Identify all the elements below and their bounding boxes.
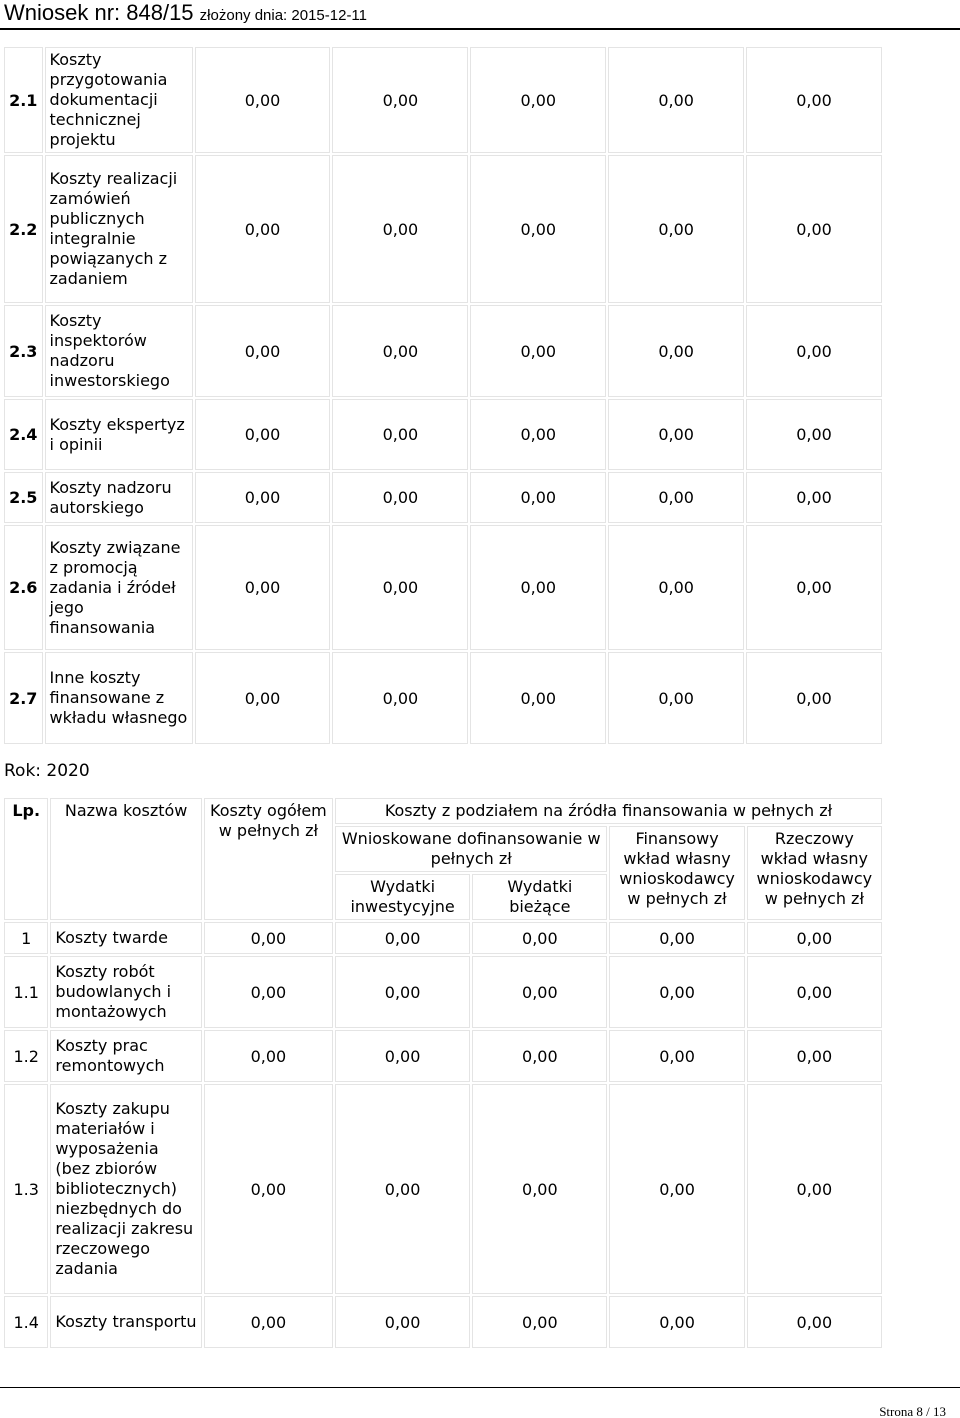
value-cell: 0,00: [609, 1030, 744, 1082]
value-cell: 0,00: [608, 399, 744, 470]
value-cell: 0,00: [747, 956, 882, 1028]
header-financial: Finansowy wkład własny wnioskodawcy w pełnych zł: [609, 826, 744, 920]
row-number: 2.6: [4, 525, 43, 650]
header-lp: Lp.: [4, 798, 48, 920]
header-row: [4, 798, 882, 824]
value-cell: 0,00: [204, 1296, 333, 1348]
value-cell: 0,00: [195, 155, 331, 303]
value-cell: 0,00: [332, 399, 468, 470]
row-number: 2.4: [4, 399, 43, 470]
row-number: 1: [4, 922, 48, 954]
value-cell: 0,00: [746, 525, 882, 650]
table-header: [4, 798, 882, 920]
header-total: Koszty ogółem w pełnych zł: [204, 798, 333, 920]
value-cell: 0,00: [335, 1296, 470, 1348]
table-row: [4, 956, 882, 1028]
cost-name: Koszty twarde: [50, 922, 201, 954]
page-header: [0, 0, 960, 30]
header-current: Wydatki bieżące: [472, 874, 607, 920]
value-cell: 0,00: [746, 472, 882, 523]
value-cell: 0,00: [332, 155, 468, 303]
header-investment: Wydatki inwestycyjne: [335, 874, 470, 920]
table-row: [4, 155, 882, 303]
cost-name: Inne koszty finansowane z wkładu własnego: [45, 652, 193, 744]
value-cell: 0,00: [609, 922, 744, 954]
value-cell: 0,00: [608, 472, 744, 523]
header-split: Koszty z podziałem na źródła finansowania w pełnych zł: [335, 798, 882, 824]
value-cell: 0,00: [470, 399, 606, 470]
value-cell: 0,00: [204, 956, 333, 1028]
application-title: [4, 0, 367, 26]
value-cell: 0,00: [470, 525, 606, 650]
value-cell: 0,00: [470, 47, 606, 153]
value-cell: 0,00: [746, 399, 882, 470]
value-cell: 0,00: [608, 305, 744, 397]
table-row: [4, 47, 882, 153]
row-number: 1.2: [4, 1030, 48, 1082]
value-cell: 0,00: [335, 956, 470, 1028]
cost-name: Koszty transportu: [50, 1296, 201, 1348]
costs-table-2020: [2, 796, 884, 1350]
value-cell: 0,00: [609, 1296, 744, 1348]
row-number: 1.4: [4, 1296, 48, 1348]
application-number: Wniosek nr: 848/15: [4, 0, 194, 25]
cost-name: Koszty ekspertyz i opinii: [45, 399, 193, 470]
row-number: 1.3: [4, 1084, 48, 1294]
value-cell: 0,00: [470, 652, 606, 744]
row-number: 2.7: [4, 652, 43, 744]
value-cell: 0,00: [472, 956, 607, 1028]
costs-table-body: [4, 922, 882, 1348]
value-cell: 0,00: [195, 47, 331, 153]
year-label: Rok: 2020: [4, 761, 90, 781]
header-material: Rzeczowy wkład własny wnioskodawcy w pełnych zł: [747, 826, 882, 920]
table-row: [4, 1030, 882, 1082]
table-row: [4, 1084, 882, 1294]
table-row: [4, 1296, 882, 1348]
value-cell: 0,00: [747, 922, 882, 954]
row-number: 2.5: [4, 472, 43, 523]
value-cell: 0,00: [204, 1030, 333, 1082]
value-cell: 0,00: [472, 1296, 607, 1348]
table-row: [4, 525, 882, 650]
value-cell: 0,00: [195, 652, 331, 744]
value-cell: 0,00: [335, 1084, 470, 1294]
cost-name: Koszty robót budowlanych i montażowych: [50, 956, 201, 1028]
page-number: Strona 8 / 13: [879, 1404, 946, 1418]
value-cell: 0,00: [608, 47, 744, 153]
value-cell: 0,00: [195, 399, 331, 470]
costs-table-continued: [2, 45, 884, 746]
value-cell: 0,00: [608, 525, 744, 650]
table-row: [4, 472, 882, 523]
value-cell: 0,00: [747, 1084, 882, 1294]
table-row: [4, 305, 882, 397]
value-cell: 0,00: [335, 922, 470, 954]
footer-divider: [0, 1387, 960, 1388]
value-cell: 0,00: [204, 1084, 333, 1294]
value-cell: 0,00: [746, 155, 882, 303]
value-cell: 0,00: [747, 1030, 882, 1082]
value-cell: 0,00: [472, 922, 607, 954]
value-cell: 0,00: [609, 956, 744, 1028]
header-requested: Wnioskowane dofinansowanie w pełnych zł: [335, 826, 607, 872]
value-cell: 0,00: [609, 1084, 744, 1294]
value-cell: 0,00: [746, 305, 882, 397]
value-cell: 0,00: [747, 1296, 882, 1348]
value-cell: 0,00: [195, 525, 331, 650]
submission-date: złożony dnia: 2015-12-11: [199, 7, 368, 24]
cost-name: Koszty nadzoru autorskiego: [45, 472, 193, 523]
cost-name: Koszty realizacji zamówień publicznych integralnie powiązanych z zadaniem: [45, 155, 193, 303]
value-cell: 0,00: [470, 305, 606, 397]
table-row: [4, 652, 882, 744]
value-cell: 0,00: [332, 472, 468, 523]
value-cell: 0,00: [608, 652, 744, 744]
value-cell: 0,00: [332, 652, 468, 744]
value-cell: 0,00: [472, 1030, 607, 1082]
value-cell: 0,00: [204, 922, 333, 954]
value-cell: 0,00: [470, 155, 606, 303]
cost-name: Koszty związane z promocją zadania i źródeł jego finansowania: [45, 525, 193, 650]
value-cell: 0,00: [470, 472, 606, 523]
value-cell: 0,00: [332, 525, 468, 650]
value-cell: 0,00: [332, 305, 468, 397]
costs-table-body: [4, 47, 882, 744]
header-name: Nazwa kosztów: [50, 798, 201, 920]
value-cell: 0,00: [195, 305, 331, 397]
value-cell: 0,00: [335, 1030, 470, 1082]
table-row: [4, 399, 882, 470]
row-number: 2.3: [4, 305, 43, 397]
cost-name: Koszty prac remontowych: [50, 1030, 201, 1082]
value-cell: 0,00: [472, 1084, 607, 1294]
value-cell: 0,00: [195, 472, 331, 523]
row-number: 1.1: [4, 956, 48, 1028]
cost-name: Koszty przygotowania dokumentacji technicznej projektu: [45, 47, 193, 153]
value-cell: 0,00: [608, 155, 744, 303]
value-cell: 0,00: [746, 652, 882, 744]
row-number: 2.2: [4, 155, 43, 303]
cost-name: Koszty zakupu materiałów i wyposażenia (bez zbiorów bibliotecznych) niezbędnych do realizacji zakresu rzeczowego zadania: [50, 1084, 201, 1294]
value-cell: 0,00: [332, 47, 468, 153]
cost-name: Koszty inspektorów nadzoru inwestorskiego: [45, 305, 193, 397]
value-cell: 0,00: [746, 47, 882, 153]
row-number: 2.1: [4, 47, 43, 153]
table-row: [4, 922, 882, 954]
